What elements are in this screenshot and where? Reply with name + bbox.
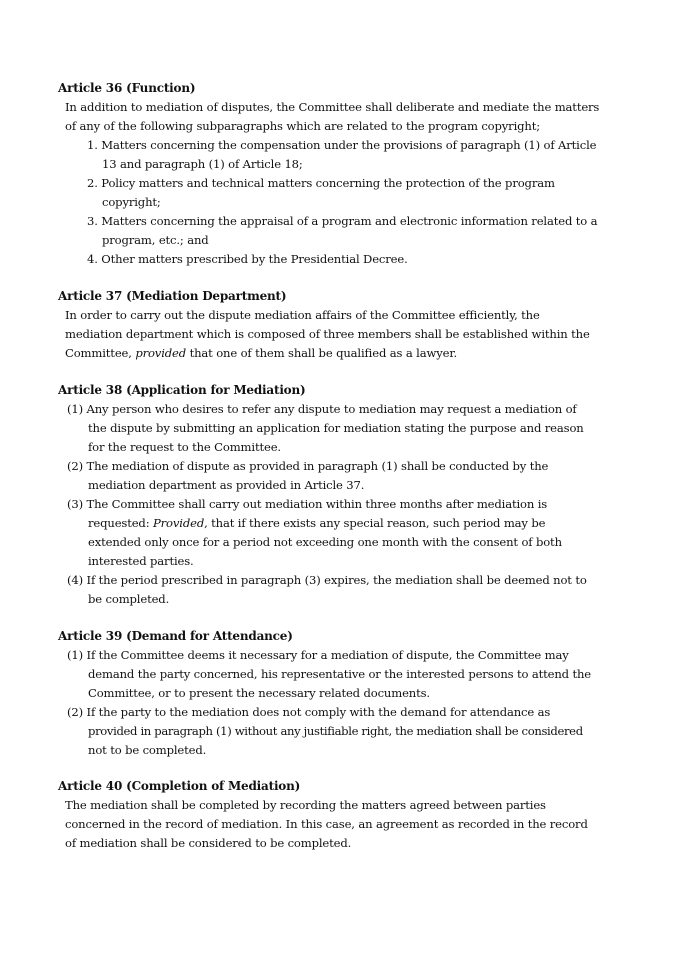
article-36-heading: Article 36 (Function)	[58, 81, 196, 95]
article-39-para-2-cont: provided in paragraph (1) without any justifiable right, the mediation shall be considered	[88, 724, 583, 738]
article-38-para-1-cont: for the request to the Committee.	[88, 440, 281, 454]
article-39-para-2: (2) If the party to the mediation does not comply with the demand for attendance as	[67, 705, 551, 719]
article-36-item-3-cont: program, etc.; and	[102, 233, 209, 247]
article-40-line: concerned in the record of mediation. In this case, an agreement as recorded in the record	[65, 817, 588, 831]
article-36-item-3: 3. Matters concerning the appraisal of a program and electronic information related to a	[87, 214, 598, 228]
article-39-para-1-cont: demand the party concerned, his representative or the interested persons to attend the	[88, 667, 591, 681]
article-38-para-4: (4) If the period prescribed in paragraph (3) expires, the mediation shall be deemed not to	[67, 573, 587, 587]
article-38-para-3: (3) The Committee shall carry out mediation within three months after mediation is	[67, 497, 548, 511]
article-37-line: In order to carry out the dispute mediation affairs of the Committee efficiently, the	[65, 308, 540, 322]
article-39-heading: Article 39 (Demand for Attendance)	[58, 629, 293, 643]
article-36-item-4: 4. Other matters prescribed by the Presidential Decree.	[87, 252, 408, 266]
article-38-para-3-cont	[88, 516, 545, 530]
article-37-heading: Article 37 (Mediation Department)	[58, 289, 287, 303]
article-38-heading: Article 38 (Application for Mediation)	[58, 383, 306, 397]
article-38-para-2: (2) The mediation of dispute as provided in paragraph (1) shall be conducted by the	[67, 459, 549, 473]
provided-italic: provided	[135, 346, 187, 360]
article-38-para-4-cont: be completed.	[88, 592, 170, 606]
article-39-para-1: (1) If the Committee deems it necessary for a mediation of dispute, the Committee may	[67, 648, 569, 662]
article-38-para-3-cont: interested parties.	[88, 554, 194, 568]
article-38-para-1-cont: the dispute by submitting an application for mediation stating the purpose and reason	[88, 421, 584, 435]
article-38-para-3-cont: extended only once for a period not exceeding one month with the consent of both	[88, 535, 562, 549]
article-40-heading: Article 40 (Completion of Mediation)	[58, 779, 301, 793]
article-40-line: of mediation shall be considered to be completed.	[65, 836, 352, 850]
article-37-line3-b: that one of them shall be qualified as a lawyer.	[186, 346, 457, 360]
article-36-intro-line: of any of the following subparagraphs which are related to the program copyright;	[65, 119, 540, 133]
article-36-item-1-cont: 13 and paragraph (1) of Article 18;	[102, 157, 303, 171]
article-37-line3-a: Committee,	[65, 346, 136, 360]
article-39-para-2-cont: not to be completed.	[88, 743, 207, 757]
article-37-line	[65, 346, 457, 360]
provided-italic: Provided	[153, 516, 205, 530]
article-36-item-2-cont: copyright;	[102, 195, 161, 209]
article-40-line: The mediation shall be completed by recording the matters agreed between parties	[65, 798, 546, 812]
article-36-item-1: 1. Matters concerning the compensation under the provisions of paragraph (1) of Article	[87, 138, 597, 152]
article-38-para-1: (1) Any person who desires to refer any dispute to mediation may request a mediation of	[67, 402, 577, 416]
article-38-p3-b: , that if there exists any special reason, such period may be	[204, 516, 546, 530]
article-36-item-2: 2. Policy matters and technical matters concerning the protection of the program	[87, 176, 555, 190]
article-36-intro-line: In addition to mediation of disputes, the Committee shall deliberate and mediate the matters	[65, 100, 600, 114]
article-38-p3-a: requested:	[88, 516, 153, 530]
article-37-line: mediation department which is composed of three members shall be established within the	[65, 327, 590, 341]
article-38-para-2-cont: mediation department as provided in Article 37.	[88, 478, 365, 492]
article-39-para-1-cont: Committee, or to present the necessary related documents.	[88, 686, 430, 700]
